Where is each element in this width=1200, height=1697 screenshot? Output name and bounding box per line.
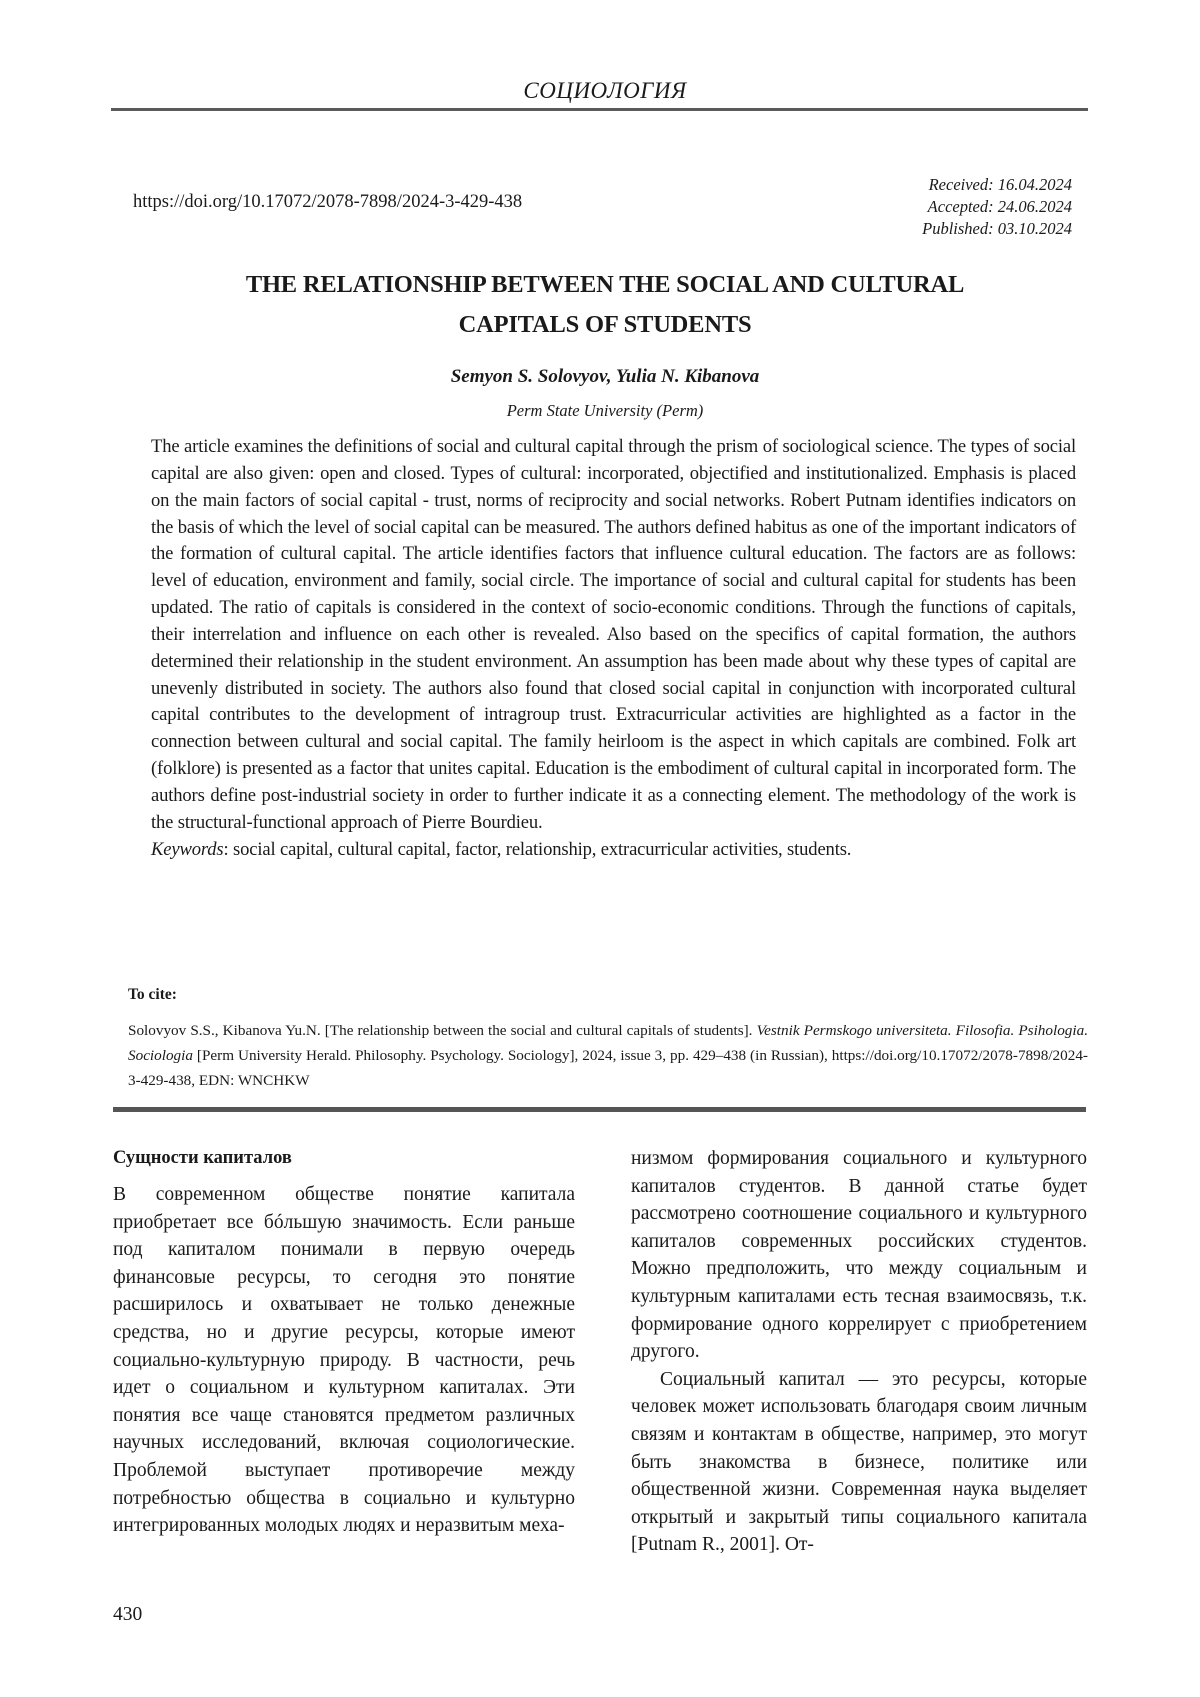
keywords-list: : social capital, cultural capital, factor, relationship, extracurricular activities, students.	[223, 838, 852, 860]
section-heading: Сущности капиталов	[113, 1148, 292, 1168]
received-date: Received: 16.04.2024	[928, 175, 1072, 194]
body-column-left	[113, 1145, 575, 1540]
header-rule	[111, 108, 1088, 111]
citation-label: To cite:	[128, 986, 177, 1003]
article-doi-link[interactable]: https://doi.org/10.17072/2078-7898/2024-3-429-438	[133, 192, 523, 212]
title-line-1: THE RELATIONSHIP BETWEEN THE SOCIAL AND CULTURAL	[245, 271, 965, 298]
accepted-date: Accepted: 24.06.2024	[927, 197, 1072, 216]
publication-dates	[922, 174, 1072, 240]
citation-journal: Vestnik Permskogo universiteta. Filosofia. Psihologia. Sociologia	[128, 1022, 1089, 1064]
abstract-text: The article examines the definitions of social and cultural capital through the prism of sociological science. The types of social capital are also given: open and closed. Types of cultural: incorporated, objectified and institutionalized. Emphasis is placed on the main factors of social capital - trust, norms of reciprocity and social networks. Robert Putnam identifies indicators on the basis of which the level of social capital can be measured. The authors defined habitus as one of the important indicators of the formation of cultural capital. The article identifies factors that influence cultural education. The factors are as follows: level of education, environment and family, social circle. The importance of social and cultural capital for students has been updated. The ratio of capitals is considered in the context of socio-economic conditions. Through the functions of capitals, their interrelation and influence on each other is revealed. Also based on the specifics of capital formation, the authors determined their relationship in the student environment. An assumption has been made about why these types of capital are unevenly distributed in society. The authors also found that closed social capital in conjunction with incorporated cultural capital contributes to the development of intragroup trust. Extracurricular activities are highlighted as a factor in the connection between cultural and social capital. The family heirloom is the aspect in which capitals are combined. Folk art (folklore) is presented as a factor that unites capital. Education is the embodiment of cultural capital in incorporated form. The authors define post-industrial society in order to further indicate it as a connecting element. The methodology of the work is the structural-functional approach of Pierre Bourdieu.	[151, 436, 1076, 833]
citation-details: [Perm University Herald. Philosophy. Psychology. Sociology], 2024, issue 3, pp. 429–438 (in Russian), https://doi.org/10.17072/2078-7898/2024-3-429-438, EDN: WNCHKW	[128, 1047, 1088, 1089]
article-authors: Semyon S. Solovyov, Yulia N. Kibanova	[450, 366, 760, 387]
keywords-label: Keywords	[151, 838, 224, 860]
page-number: 430	[113, 1604, 143, 1625]
body-column-right	[631, 1145, 1087, 1559]
citation-text	[128, 1018, 1088, 1093]
body-paragraph: низмом формирования социального и культурного капиталов студентов. В данной статье будет рассмотрено соотношение социального и культурного капиталов современных российских студентов. Можно предположить, что между социальным и культурным капиталами есть тесная взаимосвязь, т.к. формирование одного коррелирует с приобретением другого.	[631, 1148, 1087, 1363]
section-divider	[113, 1107, 1086, 1112]
article-title	[0, 265, 1200, 345]
title-line-2: CAPITALS OF STUDENTS	[458, 311, 752, 338]
body-paragraph: Социальный капитал — это ресурсы, которые человек может использовать благодаря своим личным связям и контактам в обществе, например, это могут быть знакомства в бизнесе, политике или общественной жизни. Современная наука выделяет открытый и закрытый типы социального капитала [Putnam R., 2001]. От-	[631, 1368, 1087, 1556]
abstract	[151, 434, 1076, 864]
body-paragraph: В современном обществе понятие капитала приобретает все бóльшую значимость. Если раньше под капиталом понимали в первую очередь финансовые ресурсы, то сегодня это понятие расширилось и охватывает не только денежные средства, но и другие ресурсы, которые имеют социально-культурную природу. В частности, речь идет о социальном и культурном капиталах. Эти понятия все чаще становятся предметом различных научных исследований, включая социологические. Проблемой выступает противоречие между потребностью общества в социально и культурно интегрированных молодых людях и неразвитым меха-	[113, 1184, 575, 1537]
keywords	[151, 837, 1076, 864]
running-header-section-title: СОЦИОЛОГИЯ	[523, 78, 687, 103]
author-affiliation: Perm State University (Perm)	[506, 401, 704, 420]
published-date: Published: 03.10.2024	[922, 219, 1072, 238]
citation-authors-title: Solovyov S.S., Kibanova Yu.N. [The relationship between the social and cultural capitals of students].	[128, 1022, 757, 1039]
